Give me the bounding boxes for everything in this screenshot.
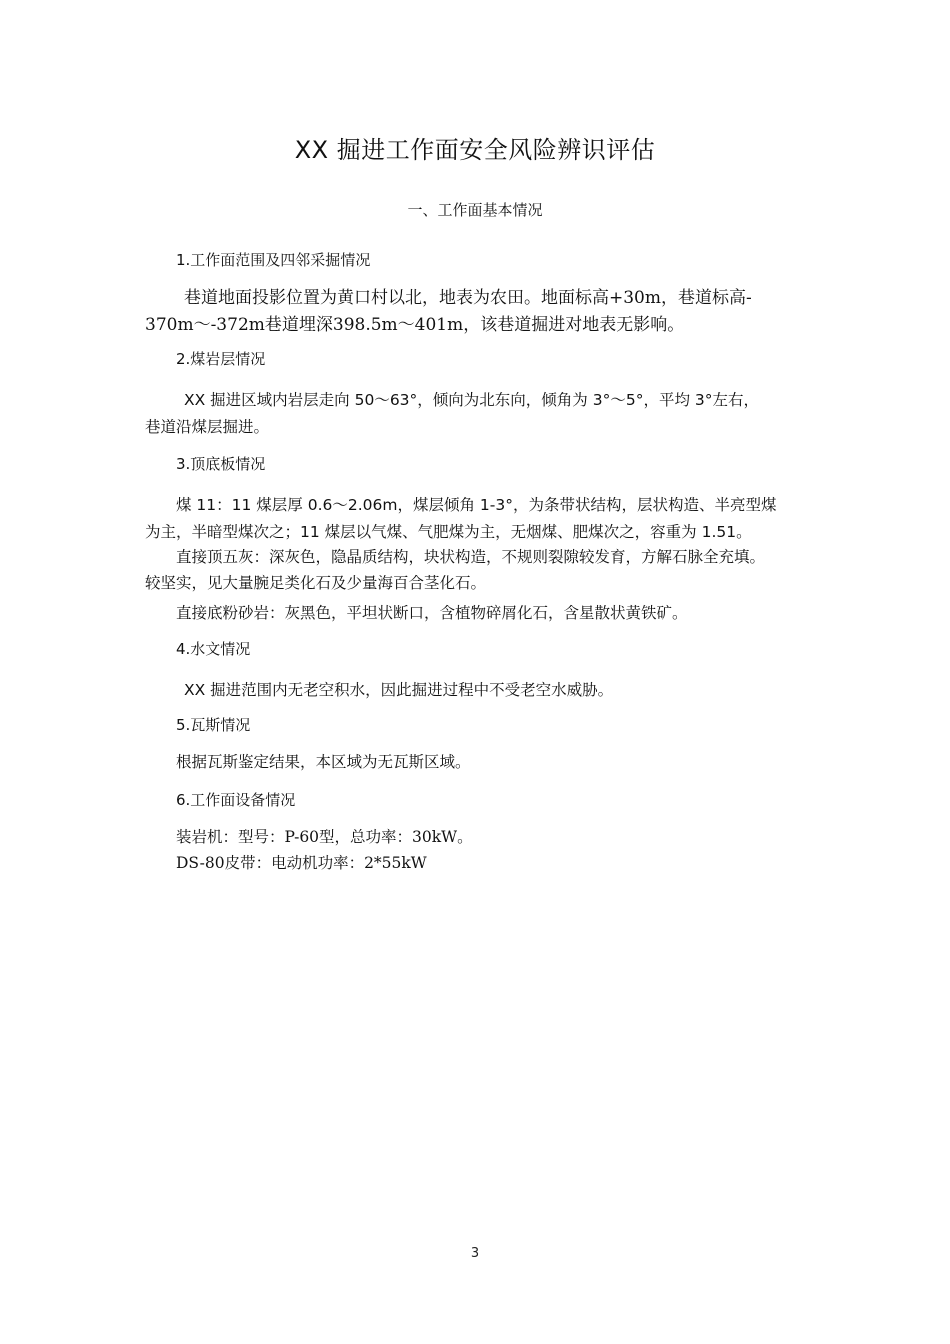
paragraph-line: 装岩机：型号：P-60型，总功率：30kW。 xyxy=(176,828,473,846)
paragraph-line: 直接底粉砂岩：灰黑色，平坦状断口，含植物碎屑化石，含星散状黄铁矿。 xyxy=(176,604,688,622)
paragraph-line: 根据瓦斯鉴定结果，本区域为无瓦斯区域。 xyxy=(176,753,471,771)
paragraph-line: 巷道地面投影位置为黄口村以北，地表为农田。地面标高+30m，巷道标高- xyxy=(184,288,752,308)
paragraph-line: 较坚实，见大量腕足类化石及少量海百合茎化石。 xyxy=(145,574,487,592)
paragraph-line: 直接顶五灰：深灰色，隐晶质结构，块状构造，不规则裂隙较发育，方解石脉全充填。 xyxy=(176,548,766,566)
paragraph-line: XX 掘进范围内无老空积水，因此掘进过程中不受老空水威胁。 xyxy=(184,681,614,699)
paragraph-line: XX 掘进区域内岩层走向 50～63°，倾向为北东向，倾角为 3°～5°，平均 3°左右， xyxy=(184,391,759,409)
paragraph-line: 为主，半暗型煤次之；11 煤层以气煤、气肥煤为主，无烟煤、肥煤次之，容重为 1.51。 xyxy=(145,523,752,541)
subsection-heading-6: 6.工作面设备情况 xyxy=(176,791,296,809)
page-number: 3 xyxy=(470,1246,480,1261)
paragraph-line: DS-80皮带：电动机功率：2*55kW xyxy=(176,854,427,872)
section-heading: 一、工作面基本情况 xyxy=(407,201,543,219)
paragraph-line: 370m～-372m巷道埋深398.5m～401m，该巷道掘进对地表无影响。 xyxy=(145,315,685,335)
paragraph-line: 煤 11：11 煤层厚 0.6～2.06m，煤层倾角 1-3°，为条带状结构，层状构造、半亮型煤 xyxy=(176,496,777,514)
subsection-heading-2: 2.煤岩层情况 xyxy=(176,350,266,368)
subsection-heading-3: 3.顶底板情况 xyxy=(176,455,266,473)
subsection-heading-5: 5.瓦斯情况 xyxy=(176,716,251,734)
subsection-heading-4: 4.水文情况 xyxy=(176,640,251,658)
paragraph-line: 巷道沿煤层掘进。 xyxy=(145,418,270,436)
document-title: XX 掘进工作面安全风险辨识评估 xyxy=(294,136,656,164)
subsection-heading-1: 1.工作面范围及四邻采掘情况 xyxy=(176,251,371,269)
